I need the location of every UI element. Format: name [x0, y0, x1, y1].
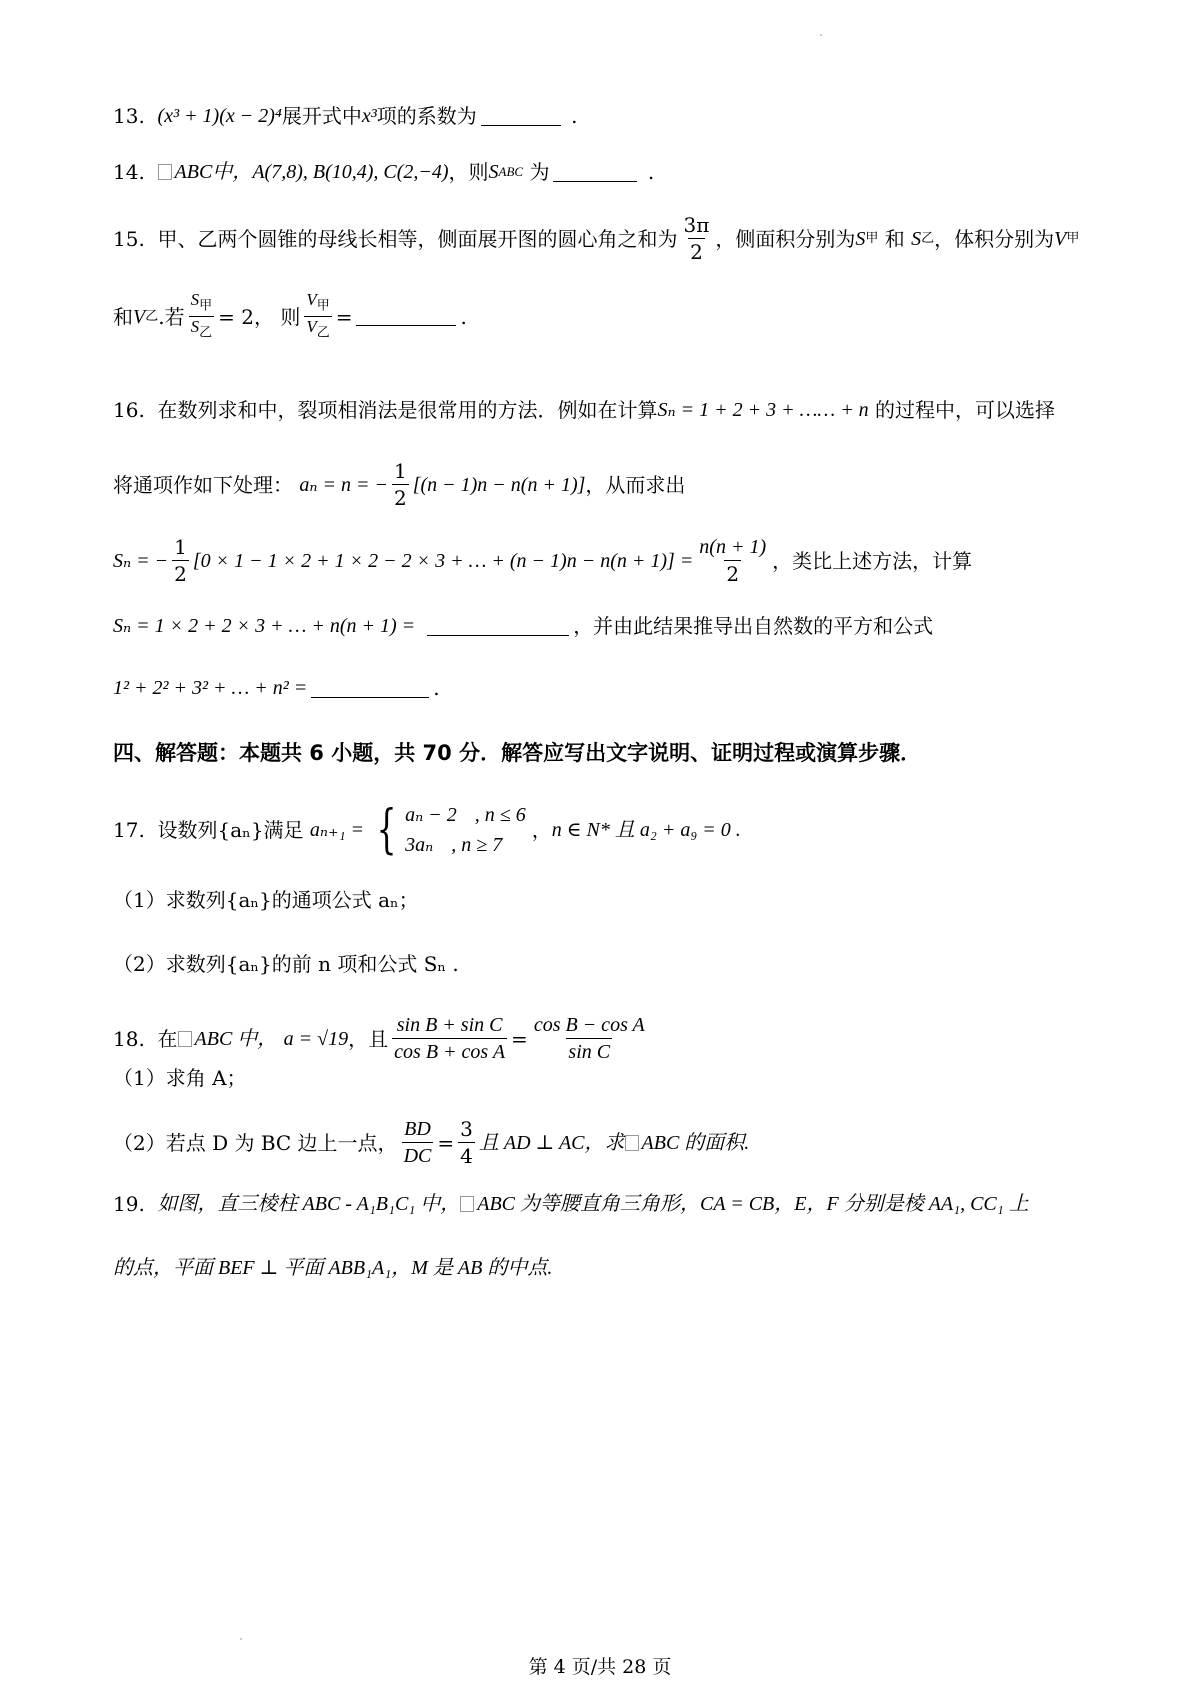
- question-text: ，侧面积分别为: [715, 226, 856, 251]
- question-19: [113, 1190, 1029, 1218]
- question-16-line-3: [113, 534, 972, 587]
- fraction: [304, 290, 331, 344]
- question-text: 的点，平面 BEF ⊥ 平面 ABB₁A₁，M 是 AB 的中点.: [113, 1257, 553, 1279]
- question-text: 和: [884, 226, 905, 251]
- fraction: [392, 1012, 507, 1065]
- question-text: ABC 的面积.: [641, 1131, 750, 1154]
- triangle-icon: [178, 1031, 192, 1047]
- question-16-line-2: [113, 458, 685, 511]
- fraction: [682, 212, 712, 265]
- math-subscript: 甲: [865, 230, 879, 246]
- fraction-numerator: 3π: [683, 213, 710, 237]
- math-expression: Sₙ = 1 × 2 + 2 × 3 + … + n(n + 1) =: [113, 615, 416, 637]
- fraction: [402, 1116, 434, 1169]
- math-expression: Sₙ = −: [113, 549, 169, 572]
- section-heading: 四、解答题：本题共 6 小题，共 70 分．解答应写出文字说明、证明过程或演算步骤．: [113, 741, 922, 765]
- fraction-denominator: 2: [690, 240, 703, 264]
- fraction-numerator: 1: [174, 535, 187, 559]
- question-text: 如图，直三棱柱 ABC - A₁B₁C₁ 中，: [157, 1193, 461, 1215]
- fraction-numerator: $V_甲$: [306, 290, 330, 314]
- math-term: S: [488, 161, 499, 183]
- triangle-icon: [158, 164, 172, 180]
- question-number: 18.: [113, 1026, 145, 1051]
- question-text: ABC中，: [174, 161, 253, 183]
- question-text: 项的系数为: [376, 104, 477, 128]
- fraction-denominator: $V_乙$: [304, 316, 331, 343]
- question-17: 17. 设数列{aₙ}满足 aₙ₊₁ = { aₙ − 2 , n ≤ 6 3aₙ , n ≥ 7 ， n ∈ N* 且 a₂ + a₉ = 0 .: [113, 800, 741, 860]
- fraction-numerator: BD: [404, 1118, 431, 1140]
- question-number: 15.: [113, 226, 145, 251]
- answer-blank[interactable]: [311, 679, 429, 698]
- question-13: [113, 102, 577, 130]
- math-expression: 1² + 2² + 3² + … + n² =: [113, 677, 308, 699]
- fraction-numerator: 3: [460, 1117, 473, 1141]
- math-expression: =: [335, 304, 353, 329]
- math-expression: a = √19: [283, 1027, 349, 1050]
- page-footer: 第 4 页/共 28 页: [528, 1656, 672, 1678]
- answer-blank[interactable]: [427, 617, 569, 636]
- question-text: ，则: [448, 160, 489, 184]
- question-text: 为: [529, 160, 550, 184]
- question-15-line-2: 和 V 乙 .若 $\frac{S_甲}{S_乙}$ = 2， 则 $\frac{V_甲}{V_乙}$ = .: [113, 290, 467, 344]
- fraction: [189, 290, 215, 344]
- question-number: 14.: [113, 160, 145, 184]
- question-text: 设数列{aₙ}满足: [157, 818, 304, 842]
- question-text: 的过程中，可以选择: [875, 398, 1056, 422]
- triangle-icon: [460, 1196, 474, 1212]
- question-15: [113, 212, 1079, 265]
- question-text: ABC 中，: [194, 1027, 278, 1050]
- fraction-denominator: $S_乙$: [189, 316, 215, 343]
- math-expression: Sₙ = 1 + 2 + 3 + …… + n: [657, 399, 869, 421]
- question-text: ，且: [348, 1026, 389, 1051]
- question-14: [113, 158, 654, 186]
- question-number: 13.: [113, 104, 145, 128]
- question-text: 将通项作如下处理：: [113, 472, 293, 497]
- question-part: （2）求数列{aₙ}的前 n 项和公式 Sₙ .: [113, 952, 459, 976]
- case-condition: , n ≤ 6: [474, 804, 526, 826]
- question-number: 17.: [113, 818, 145, 842]
- case-condition: , n ≥ 7: [451, 834, 503, 856]
- question-18-part-2: [113, 1116, 749, 1169]
- question-19-line-2: [113, 1254, 552, 1282]
- case-expression: 3aₙ: [405, 834, 434, 856]
- punctuation: .: [571, 104, 578, 128]
- question-part: （2）若点 D 为 BC 边上一点，: [113, 1130, 398, 1155]
- question-16-line-4: [113, 612, 933, 640]
- math-expression: aₙ₊₁ =: [309, 819, 365, 841]
- fraction-numerator: sin B + sin C: [396, 1014, 503, 1036]
- math-term: S: [855, 227, 866, 250]
- math-subscript: 乙: [145, 308, 159, 324]
- question-16-line-5: [113, 674, 440, 702]
- math-expression: =: [511, 1026, 528, 1051]
- scan-speck: [240, 1638, 242, 1640]
- question-text: 且 AD ⊥ AC，求: [478, 1131, 625, 1154]
- question-text: 甲、乙两个圆锥的母线长相等，侧面展开图的圆心角之和为: [157, 226, 678, 251]
- question-18: [113, 1012, 651, 1065]
- question-text: ABC 为等腰直角三角形，CA = CB，E，F 分别是棱 AA₁, CC₁ 上: [477, 1193, 1029, 1215]
- math-expression: =: [437, 1130, 455, 1155]
- question-17-part-2: [113, 950, 459, 978]
- fraction-numerator: $S_甲$: [190, 290, 213, 314]
- question-17-part-1: [113, 886, 419, 914]
- fraction-denominator: cos B + cos A: [392, 1038, 507, 1065]
- fraction-denominator: sin C: [566, 1038, 612, 1065]
- fraction-denominator: 2: [726, 562, 740, 586]
- math-subscript: ABC: [498, 164, 524, 179]
- math-expression: aₙ = n = −: [299, 473, 388, 496]
- answer-blank[interactable]: [553, 163, 637, 182]
- fraction: [532, 1012, 647, 1065]
- question-part: （1）求数列{aₙ}的通项公式 aₙ；: [113, 888, 419, 912]
- answer-blank[interactable]: [356, 307, 456, 326]
- math-expression: [(n − 1)n − n(n + 1)]: [412, 473, 586, 496]
- fraction-denominator: 2: [174, 562, 187, 586]
- cases: [405, 800, 526, 860]
- question-text: 则: [280, 304, 301, 329]
- question-number: 16.: [113, 398, 145, 422]
- question-text: .若: [158, 304, 185, 329]
- math-term: V: [133, 305, 146, 328]
- question-text: 在: [157, 1026, 178, 1051]
- triangle-icon: [625, 1135, 639, 1151]
- question-16: [113, 396, 1055, 424]
- question-text: ，从而求出: [585, 472, 686, 497]
- fraction: [392, 458, 409, 511]
- question-text: ，体积分别为: [934, 226, 1055, 251]
- math-term: S: [911, 227, 922, 250]
- fraction-numerator: cos B − cos A: [533, 1014, 645, 1036]
- fraction: [172, 534, 189, 587]
- math-expression: n ∈ N* 且 a₂ + a₉ = 0 .: [551, 819, 741, 841]
- question-text: 和: [113, 304, 133, 329]
- answer-blank[interactable]: [481, 107, 561, 126]
- fraction-denominator: 2: [393, 486, 407, 510]
- punctuation: .: [433, 676, 440, 700]
- scan-speck: [820, 34, 822, 36]
- math-expression: [0 × 1 − 1 × 2 + 1 × 2 − 2 × 3 + … + (n − 1)n − n(n + 1)] =: [192, 549, 694, 572]
- question-part: （1）求角 A；: [113, 1066, 247, 1090]
- question-text: 展开式中: [281, 104, 362, 128]
- math-expression: A(7,8), B(10,4), C(2,−4): [252, 161, 449, 183]
- punctuation: .: [647, 160, 655, 184]
- math-expression: = 2，: [218, 304, 274, 329]
- question-number: 19.: [113, 1192, 145, 1216]
- fraction: [697, 534, 768, 587]
- fraction-denominator: DC: [402, 1142, 434, 1169]
- piecewise-system: [370, 800, 526, 860]
- left-brace-icon: {: [376, 800, 397, 860]
- math-subscript: 乙: [921, 230, 935, 246]
- fraction: [458, 1116, 475, 1169]
- math-term: x³: [361, 105, 377, 127]
- fraction-denominator: 4: [460, 1144, 473, 1168]
- math-subscript: 甲: [1066, 230, 1080, 246]
- question-18-part-1: [113, 1064, 247, 1092]
- question-text: ，并由此结果推导出自然数的平方和公式: [573, 614, 934, 638]
- fraction-numerator: 1: [393, 459, 407, 483]
- fraction-numerator: n(n + 1): [699, 536, 767, 558]
- question-text: 在数列求和中，裂项相消法是很常用的方法．例如在计算: [157, 398, 658, 422]
- math-expression: (x³ + 1)(x − 2)⁴: [157, 105, 282, 127]
- question-text: ，类比上述方法，计算: [772, 548, 973, 573]
- math-term: V: [1054, 227, 1067, 250]
- case-expression: aₙ − 2: [405, 804, 457, 826]
